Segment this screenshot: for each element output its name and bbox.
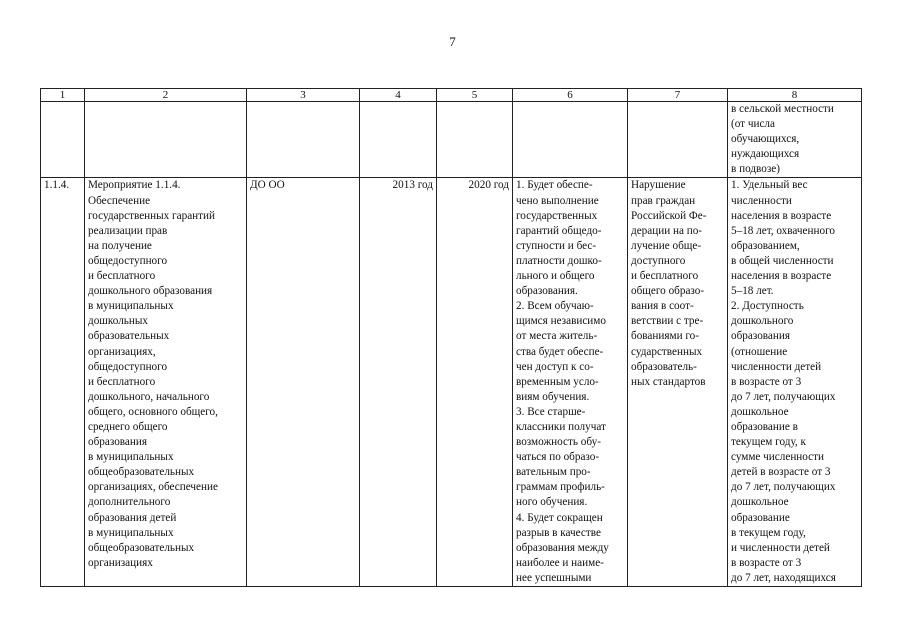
page-number: 7 [449,34,456,49]
row-executor: ДО ОО [247,178,360,587]
cont-cell-4 [360,102,437,178]
row-number: 1.1.4. [41,178,85,587]
cont-cell-3 [247,102,360,178]
row-measure: Мероприятие 1.1.4. Обеспечение государственных гарантий реализации прав на получение общедоступного и бесплатного дошкольного образования в муниципальных дошкольных образовательных организациях, общедоступного и бесплатного дошкольного, начального общего, основного общего, среднего общего образования в муниципальных общеобразовательных организациях, обеспечение дополнительного образования детей в муниципальных общеобразовательных организациях [85,178,247,587]
row-consequences: Нарушение прав граждан Российской Фе- дерации на по- лучение обще- доступного и бесплатного общего образо- вания в соот- ветствии с тре- бованиями го- сударственных образователь- ных стандартов [628,178,728,587]
continuation-row [41,102,862,178]
table-row [41,178,862,587]
header-row [41,89,862,102]
header-col-5: 5 [437,89,513,102]
cont-cell-6 [513,102,628,178]
header-col-8: 8 [728,89,862,102]
header-col-2: 2 [85,89,247,102]
row-end-year: 2020 год [437,178,513,587]
cont-cell-7 [628,102,728,178]
cont-cell-indicators: в сельской местности (от числа обучающихся, нуждающихся в подвозе) [728,102,862,178]
program-table [40,88,862,587]
header-col-7: 7 [628,89,728,102]
header-col-3: 3 [247,89,360,102]
row-indicators: 1. Удельный вес численности населения в возрасте 5–18 лет, охваченного образованием, в общей численности населения в возрасте 5–18 лет. 2. Доступность дошкольного образования (отношение численности детей в возрасте от 3 до 7 лет, получающих дошкольное образование в текущем году, к сумме численности детей в возрасте от 3 до 7 лет, получающих дошкольное образование в текущем году, и численности детей в возрасте от 3 до 7 лет, находящихся [728,178,862,587]
cont-cell-2 [85,102,247,178]
header-col-6: 6 [513,89,628,102]
cont-cell-5 [437,102,513,178]
cont-cell-1 [41,102,85,178]
row-results: 1. Будет обеспе- чено выполнение государственных гарантий общедо- ступности и бес- платности дошко- льного и общего образования. 2. Всем обучаю- щимся независимо от места житель- ства будет обеспе- чен доступ к со- временным усло- виям обучения. 3. Все старше- классники получат возможность обу- чаться по образо- вательным про- граммам профиль- ного обучения. 4. Будет сокращен разрыв в качестве образования между наиболее и наиме- нее успешными [513,178,628,587]
header-col-1: 1 [41,89,85,102]
header-col-4: 4 [360,89,437,102]
row-start-year: 2013 год [360,178,437,587]
